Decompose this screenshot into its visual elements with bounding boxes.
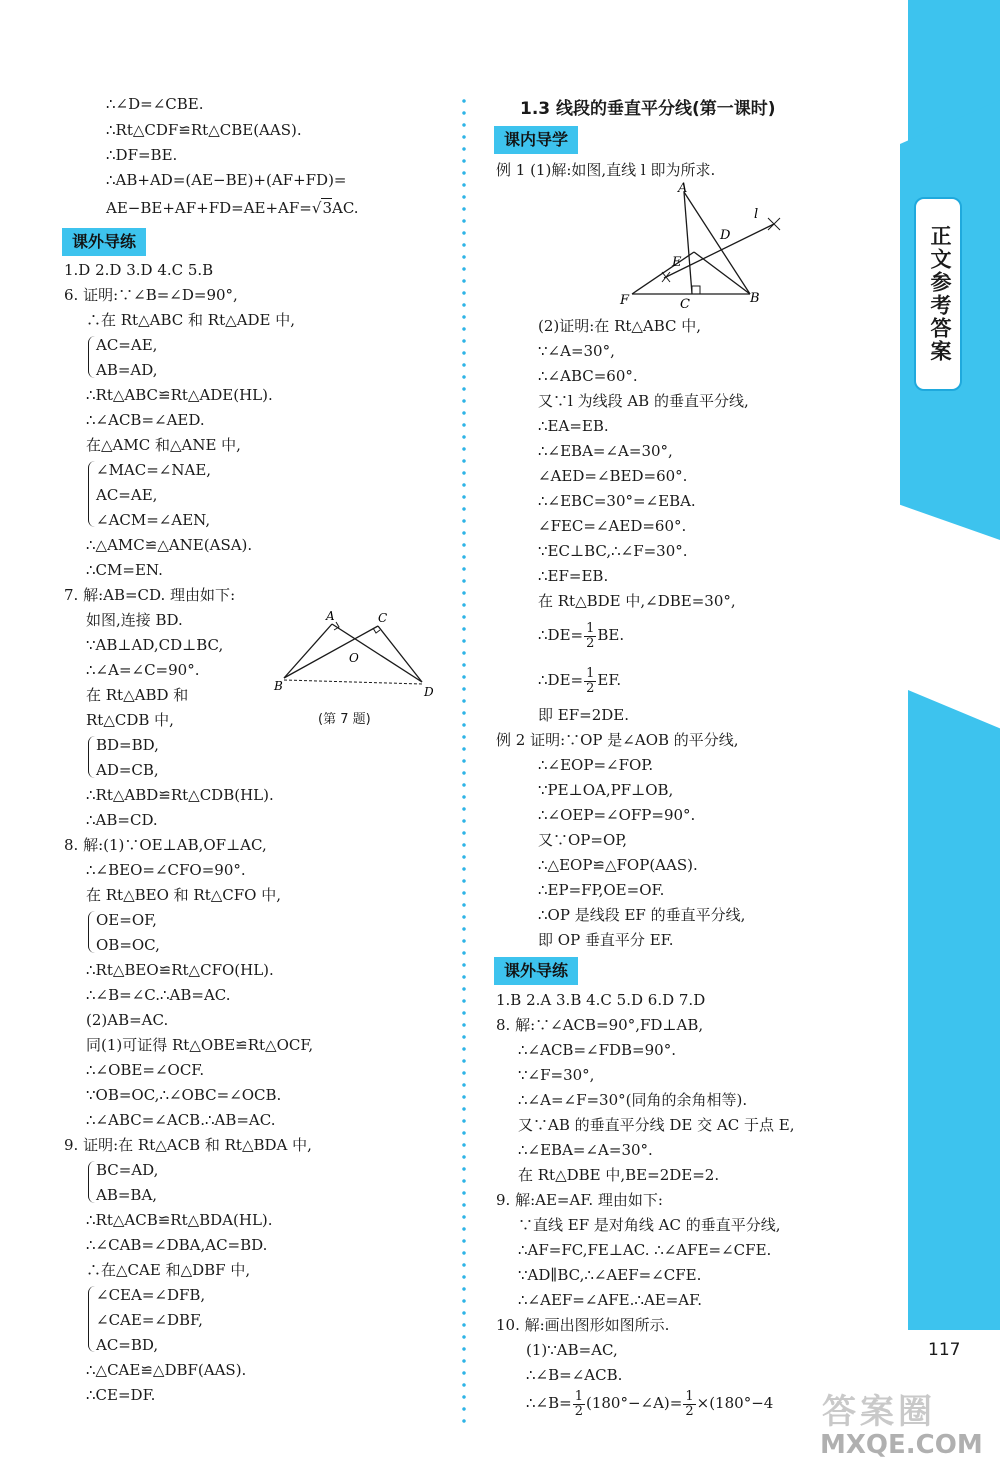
text-line: 如图,连接 BD. bbox=[86, 611, 183, 629]
text-line: ∴∠B=∠C.∴AB=AC. bbox=[86, 986, 231, 1004]
equation-suffix: ×(180°−4 bbox=[696, 1394, 774, 1412]
point-label: B bbox=[274, 679, 283, 693]
brace bbox=[88, 736, 95, 778]
text-line: ∴△EOP≌△FOP(AAS). bbox=[538, 856, 698, 874]
side-color-band bbox=[908, 690, 1000, 1330]
fraction-denominator: 2 bbox=[685, 1403, 694, 1419]
text-line: 即 OP 垂直平分 EF. bbox=[538, 931, 674, 949]
text-line: 又∵l 为线段 AB 的垂直平分线, bbox=[538, 392, 749, 410]
text-line: ∴∠B=∠ACB. bbox=[526, 1366, 623, 1384]
watermark-logo bbox=[812, 1384, 1000, 1471]
brace bbox=[88, 1286, 95, 1352]
point-label: C bbox=[378, 611, 388, 625]
text-line: ∴∠ACB=∠FDB=90°. bbox=[518, 1041, 676, 1059]
text-line: BD=BD, bbox=[96, 736, 159, 754]
point-label: F bbox=[620, 293, 630, 308]
text-line: ∴EP=FP,OE=OF. bbox=[538, 881, 665, 899]
text-line: ∴∠EBA=∠A=30°. bbox=[518, 1141, 653, 1159]
fraction-line bbox=[526, 1388, 773, 1419]
point-label: D bbox=[424, 685, 434, 699]
figure-line bbox=[284, 626, 378, 678]
text-line: 例 1 (1)解:如图,直线 l 即为所求. bbox=[496, 161, 716, 179]
text-line: ∴∠BEO=∠CFO=90°. bbox=[86, 861, 246, 879]
arc-mark bbox=[662, 272, 670, 282]
text-line: ∠CEA=∠DFB, bbox=[96, 1286, 206, 1304]
text-line: AC=AE, bbox=[96, 336, 158, 354]
text-line: 在 Rt△DBE 中,BE=2DE=2. bbox=[518, 1166, 720, 1184]
equation-prefix: ∴∠B= bbox=[526, 1394, 572, 1412]
fraction-numerator: 1 bbox=[685, 1388, 694, 1404]
fraction-line bbox=[538, 620, 624, 651]
text-line: AC=AE, bbox=[96, 486, 158, 504]
section-title: 1.3 线段的垂直平分线(第一课时) bbox=[520, 99, 776, 119]
text-line: ∴∠ABC=∠ACB.∴AB=AC. bbox=[86, 1111, 276, 1129]
point-label: E bbox=[672, 255, 682, 270]
text-line: ∠FEC=∠AED=60°. bbox=[538, 517, 687, 535]
line-label: l bbox=[754, 207, 759, 222]
equation-prefix: ∴DE= bbox=[538, 671, 584, 689]
figure-line bbox=[694, 252, 750, 294]
text-line: 7. 解:AB=CD. 理由如下: bbox=[64, 586, 236, 604]
text-line: 8. 解:(1)∵OE⊥AB,OF⊥AC, bbox=[64, 836, 267, 854]
text-line: 9. 证明:在 Rt△ACB 和 Rt△BDA 中, bbox=[64, 1136, 312, 1154]
text-line: ∴在 Rt△ABC 和 Rt△ADE 中, bbox=[86, 311, 295, 329]
text-line: ∴∠ABC=60°. bbox=[538, 367, 638, 385]
fraction-numerator: 1 bbox=[574, 1388, 583, 1404]
point-label: B bbox=[750, 291, 760, 306]
text-line: ∴Rt△ABD≌Rt△CDB(HL). bbox=[86, 786, 274, 804]
text-line: ∠CAE=∠DBF, bbox=[96, 1311, 203, 1329]
text-line: 例 2 证明:∵OP 是∠AOB 的平分线, bbox=[496, 731, 739, 749]
figure-example-1 bbox=[614, 182, 784, 312]
brace bbox=[88, 911, 95, 953]
text-line: ∵EC⊥BC,∴∠F=30°. bbox=[538, 542, 688, 560]
text-line: ∴∠EBA=∠A=30°, bbox=[538, 442, 673, 460]
brace bbox=[88, 336, 95, 378]
text-line: ∴Rt△BEO≌Rt△CFO(HL). bbox=[86, 961, 274, 979]
text-line: ∠ACM=∠AEN, bbox=[96, 511, 211, 529]
text-line: ∴DF=BE. bbox=[106, 146, 178, 164]
text-line: ∴∠CAB=∠DBA,AC=BD. bbox=[86, 1236, 268, 1254]
text-line: ∵∠F=30°, bbox=[518, 1066, 595, 1084]
text-line: ∴CM=EN. bbox=[86, 561, 163, 579]
point-label: A bbox=[326, 609, 335, 623]
equation-middle: (180°−∠A)= bbox=[585, 1394, 683, 1412]
text-line: ∴Rt△CDF≌Rt△CBE(AAS). bbox=[106, 121, 302, 139]
text-line: ∴CE=DF. bbox=[86, 1386, 156, 1404]
text-line: OB=OC, bbox=[96, 936, 160, 954]
fraction-line bbox=[538, 665, 621, 696]
text-line: ∴∠EBC=30°=∠EBA. bbox=[538, 492, 696, 510]
column-divider bbox=[462, 95, 466, 1425]
fraction-numerator: 1 bbox=[586, 665, 595, 681]
text-line: 1.B 2.A 3.B 4.C 5.D 6.D 7.D bbox=[496, 991, 706, 1009]
point-label: C bbox=[680, 297, 690, 312]
text-line: ∴EA=EB. bbox=[538, 417, 609, 435]
text-line: 又∵OP=OP, bbox=[538, 831, 628, 849]
equation-suffix: EF. bbox=[597, 671, 622, 689]
text-line: ∴∠EOP=∠FOP. bbox=[538, 756, 654, 774]
fraction-denominator: 2 bbox=[586, 680, 595, 696]
text-line: ∴△AMC≌△ANE(ASA). bbox=[86, 536, 253, 554]
text-line: ∵PE⊥OA,PF⊥OB, bbox=[538, 781, 674, 799]
fraction bbox=[573, 1390, 585, 1419]
text-line: ∴OP 是线段 EF 的垂直平分线, bbox=[538, 906, 746, 924]
brace bbox=[88, 461, 95, 527]
brace bbox=[88, 1161, 95, 1203]
text-line: ∠MAC=∠NAE, bbox=[96, 461, 212, 479]
watermark-text: MXQE.COM bbox=[820, 1430, 983, 1460]
text-line: ∴Rt△ABC≌Rt△ADE(HL). bbox=[86, 386, 273, 404]
text-line: ∠AED=∠BED=60°. bbox=[538, 467, 688, 485]
text-line: 在 Rt△ABD 和 bbox=[86, 686, 189, 704]
text-line: AC=BD, bbox=[96, 1336, 159, 1354]
text-line: AD=CB, bbox=[96, 761, 159, 779]
text-line: ∴在△CAE 和△DBF 中, bbox=[86, 1261, 251, 1279]
figure-7 bbox=[272, 608, 447, 708]
text-line: ∴AB=CD. bbox=[86, 811, 158, 829]
text-line: AB=BA, bbox=[96, 1186, 158, 1204]
text-line: ∴EF=EB. bbox=[538, 567, 609, 585]
text-line: ∵AB⊥AD,CD⊥BC, bbox=[86, 636, 224, 654]
text-line: AE−BE+AF+FD=AE+AF=√3AC. bbox=[106, 199, 359, 217]
text-line: ∵AD∥BC,∴∠AEF=∠CFE. bbox=[518, 1266, 702, 1284]
arc-mark bbox=[768, 218, 780, 230]
section-badge-in-class: 课内导学 bbox=[494, 126, 578, 154]
text-line: ∴AB+AD=(AE−BE)+(AF+FD)= bbox=[106, 171, 347, 189]
text-line: 在 Rt△BEO 和 Rt△CFO 中, bbox=[86, 886, 282, 904]
figure-line bbox=[684, 192, 750, 294]
text-line: 6. 证明:∵∠B=∠D=90°, bbox=[64, 286, 238, 304]
point-label: A bbox=[678, 182, 688, 196]
equation-suffix: AC. bbox=[331, 199, 359, 217]
text-line: (2)证明:在 Rt△ABC 中, bbox=[538, 317, 702, 335]
text-line: ∴∠A=∠F=30°(同角的余角相等). bbox=[518, 1091, 748, 1109]
fraction bbox=[584, 622, 596, 651]
fraction-denominator: 2 bbox=[586, 635, 595, 651]
point-label: O bbox=[349, 651, 359, 665]
text-line: (2)AB=AC. bbox=[86, 1011, 169, 1029]
text-line: ∵OB=OC,∴∠OBC=∠OCB. bbox=[86, 1086, 282, 1104]
text-line: AB=AD, bbox=[96, 361, 158, 379]
fraction bbox=[683, 1390, 695, 1419]
watermark-text: 答案圈 bbox=[822, 1392, 936, 1432]
text-line: ∵∠A=30°, bbox=[538, 342, 615, 360]
text-line: ∴AF=FC,FE⊥AC. ∴∠AFE=∠CFE. bbox=[518, 1241, 772, 1259]
text-line: Rt△CDB 中, bbox=[86, 711, 174, 729]
sqrt-radicand: 3 bbox=[322, 199, 332, 217]
figure-caption: (第 7 题) bbox=[318, 712, 371, 727]
equation-suffix: BE. bbox=[597, 626, 625, 644]
section-badge-extra-practice: 课外导练 bbox=[62, 228, 146, 256]
point-label: D bbox=[720, 228, 731, 243]
text-line: 同(1)可证得 Rt△OBE≌Rt△OCF, bbox=[86, 1036, 314, 1054]
text-line: ∴△CAE≌△DBF(AAS). bbox=[86, 1361, 247, 1379]
text-line: ∴∠OEP=∠OFP=90°. bbox=[538, 806, 696, 824]
fraction-denominator: 2 bbox=[574, 1403, 583, 1419]
equation-prefix: AE−BE+AF+FD=AE+AF= bbox=[106, 199, 312, 217]
text-line: ∴Rt△ACB≌Rt△BDA(HL). bbox=[86, 1211, 273, 1229]
text-line: 8. 解:∵∠ACB=90°,FD⊥AB, bbox=[496, 1016, 704, 1034]
text-line: BC=AD, bbox=[96, 1161, 159, 1179]
text-line: ∴∠AEF=∠AFE.∴AE=AF. bbox=[518, 1291, 702, 1309]
text-line: 1.D 2.D 3.D 4.C 5.B bbox=[64, 261, 214, 279]
text-line: 在△AMC 和△ANE 中, bbox=[86, 436, 241, 454]
section-badge-extra-practice: 课外导练 bbox=[494, 957, 578, 985]
equation-prefix: ∴DE= bbox=[538, 626, 584, 644]
text-line: 又∵AB 的垂直平分线 DE 交 AC 于点 E, bbox=[518, 1116, 795, 1134]
text-line: ∴∠A=∠C=90°. bbox=[86, 661, 200, 679]
text-line: 9. 解:AE=AF. 理由如下: bbox=[496, 1191, 663, 1209]
text-line: ∴∠D=∠CBE. bbox=[106, 95, 204, 113]
fraction-numerator: 1 bbox=[586, 620, 595, 636]
text-line: 在 Rt△BDE 中,∠DBE=30°, bbox=[538, 592, 736, 610]
figure-dashed-line bbox=[284, 680, 422, 684]
figure-line bbox=[684, 192, 692, 294]
right-angle-mark bbox=[692, 286, 700, 294]
section-side-tab: 正文参考答案 bbox=[914, 197, 962, 391]
figure-line bbox=[284, 624, 332, 678]
text-line: 即 EF=2DE. bbox=[538, 706, 629, 724]
figure-line bbox=[378, 626, 422, 682]
text-line: (1)∵AB=AC, bbox=[526, 1341, 618, 1359]
text-line: ∴∠ACB=∠AED. bbox=[86, 411, 205, 429]
text-line: 10. 解:画出图形如图所示. bbox=[496, 1316, 670, 1334]
fraction bbox=[584, 667, 596, 696]
text-line: OE=OF, bbox=[96, 911, 157, 929]
page-number: 117 bbox=[928, 1340, 961, 1360]
text-line: ∵直线 EF 是对角线 AC 的垂直平分线, bbox=[518, 1216, 781, 1234]
text-line: ∴∠OBE=∠OCF. bbox=[86, 1061, 205, 1079]
